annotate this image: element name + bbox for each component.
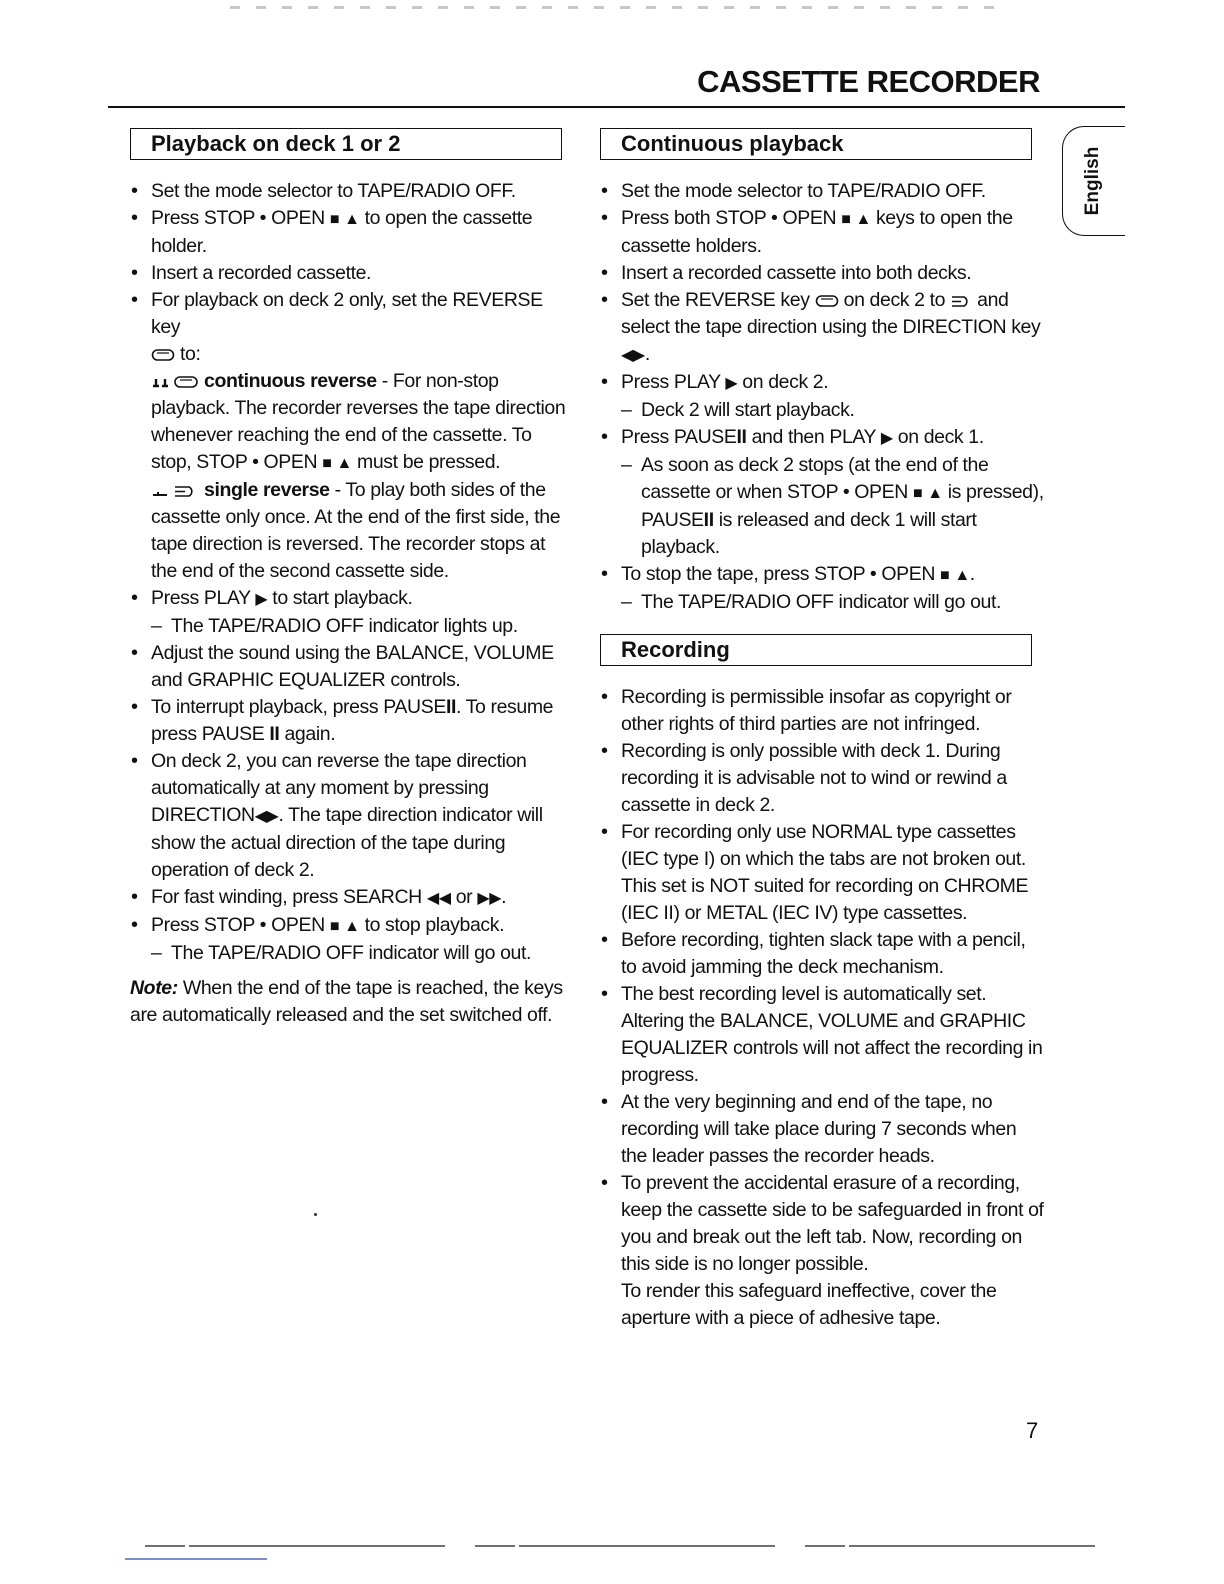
list-item: • Recording is permissible insofar as copyright or other rights of third parties are not infringed. bbox=[600, 684, 1045, 738]
note-paragraph: Note: When the end of the tape is reached, the keys are automatically released and the set switched off. bbox=[130, 977, 563, 1026]
eject-icon: ▲ bbox=[344, 918, 360, 935]
section-heading-recording: Recording bbox=[600, 634, 1032, 666]
single-reverse-icon bbox=[950, 294, 972, 308]
eject-icon: ▲ bbox=[927, 485, 943, 502]
list-item: • To stop the tape, press STOP • OPEN ■ ▲. – The TAPE/RADIO OFF indicator will go out. bbox=[600, 561, 1045, 616]
list-item: continuous reverse - For non-stop playback. The recorder reverses the tape direction whenever reaching the end of the cassette. To stop, STOP • OPEN ■ ▲ must be pressed. bbox=[151, 370, 566, 473]
reverse-key-icon bbox=[151, 348, 175, 362]
list-item: • Press STOP • OPEN ■ ▲ to stop playback. – The TAPE/RADIO OFF indicator will go out. bbox=[130, 912, 570, 967]
list-item: • For fast winding, press SEARCH ◀◀ or ▶▶. bbox=[130, 884, 570, 912]
single-reverse-icon bbox=[151, 484, 199, 498]
playback-list bbox=[130, 178, 570, 967]
list-item: single reverse - To play both sides of the cassette only once. At the end of the first side, the tape direction is reversed. The recorder stops at the end of the second cassette side. bbox=[151, 479, 561, 582]
eject-icon: ▲ bbox=[855, 211, 871, 228]
list-item: • Insert a recorded cassette into both decks. bbox=[600, 260, 1045, 287]
stop-icon: ■ bbox=[841, 211, 851, 228]
list-item: • Set the REVERSE key on deck 2 to and select the tape direction using the DIRECTION key ◀▶. bbox=[600, 287, 1045, 369]
pause-icon: II bbox=[445, 696, 456, 718]
list-item: • On deck 2, you can reverse the tape direction automatically at any moment by pressing DIRECTION◀▶. The tape direction indicator will show the actual direction of the tape during operation of deck 2. bbox=[130, 748, 570, 884]
direction-icon: ◀▶ bbox=[621, 347, 645, 364]
scan-artifact-bottom-blue bbox=[125, 1558, 267, 1560]
list-item: • The best recording level is automatically set. Altering the BALANCE, VOLUME and GRAPHIC EQUALIZER controls will not affect the recording in progress. bbox=[600, 981, 1045, 1089]
right-column bbox=[600, 128, 1045, 1332]
list-item: • Press PAUSEII and then PLAY ▶ on deck 1. – As soon as deck 2 stops (at the end of the cassette or when STOP • OPEN ■ ▲ is pressed), PAUSEII is released and deck 1 will start playback. bbox=[600, 424, 1045, 561]
list-item: • Adjust the sound using the BALANCE, VOLUME and GRAPHIC EQUALIZER controls. bbox=[130, 640, 570, 694]
reverse-key-icon bbox=[815, 294, 839, 308]
stop-icon: ■ bbox=[329, 918, 340, 935]
eject-icon: ▲ bbox=[344, 211, 360, 228]
pause-icon: II bbox=[736, 426, 747, 448]
page-title: CASSETTE RECORDER bbox=[697, 64, 1040, 99]
language-tab-label: English bbox=[1082, 146, 1103, 216]
list-item: • To interrupt playback, press PAUSEII. To resume press PAUSE II again. bbox=[130, 694, 570, 748]
play-icon: ▶ bbox=[255, 591, 268, 608]
list-item: • Set the mode selector to TAPE/RADIO OFF. bbox=[600, 178, 1045, 205]
sub-item: – Deck 2 will start playback. bbox=[621, 399, 855, 421]
stop-icon: ■ bbox=[329, 211, 340, 228]
section-heading-playback: Playback on deck 1 or 2 bbox=[130, 128, 562, 160]
sub-item: – As soon as deck 2 stops (at the end of the cassette or when STOP • OPEN ■ ▲ is pressed), PAUSEII is released and deck 1 will start playback. bbox=[621, 454, 1044, 558]
pause-icon: II bbox=[703, 509, 714, 531]
sub-item: – The TAPE/RADIO OFF indicator will go out. bbox=[151, 942, 532, 964]
scan-artifact-top bbox=[230, 6, 1010, 9]
fast-forward-icon: ▶▶ bbox=[477, 890, 502, 907]
direction-icon: ◀▶ bbox=[254, 808, 279, 825]
title-rule bbox=[108, 106, 1125, 108]
continuous-list bbox=[600, 178, 1045, 616]
list-item: • Press both STOP • OPEN ■ ▲ keys to open the cassette holders. bbox=[600, 205, 1045, 260]
section-heading-continuous: Continuous playback bbox=[600, 128, 1032, 160]
page-number: 7 bbox=[1026, 1418, 1039, 1443]
rewind-icon: ◀◀ bbox=[426, 890, 451, 907]
sub-item: – The TAPE/RADIO OFF indicator lights up. bbox=[151, 615, 518, 637]
stop-icon: ■ bbox=[322, 455, 332, 472]
sub-item: – The TAPE/RADIO OFF indicator will go out. bbox=[621, 591, 1002, 613]
stop-icon: ■ bbox=[912, 485, 923, 502]
pause-icon: II bbox=[269, 723, 280, 745]
list-item: • At the very beginning and end of the tape, no recording will take place during 7 seconds when the leader passes the recorder heads. bbox=[600, 1089, 1045, 1170]
eject-icon: ▲ bbox=[336, 455, 352, 472]
list-item: • Press PLAY ▶ to start playback. – The TAPE/RADIO OFF indicator lights up. bbox=[130, 585, 570, 640]
mode-label-continuous: continuous reverse bbox=[204, 370, 377, 392]
list-item: • For playback on deck 2 only, set the REVERSE key to: bbox=[130, 287, 570, 368]
stop-icon: ■ bbox=[940, 567, 950, 584]
left-column bbox=[130, 128, 570, 1029]
play-icon: ▶ bbox=[725, 375, 738, 392]
list-item: • Press PLAY ▶ on deck 2. – Deck 2 will start playback. bbox=[600, 369, 1045, 424]
list-item: • Insert a recorded cassette. bbox=[130, 260, 570, 287]
scan-speck bbox=[314, 1213, 317, 1216]
scan-artifact-bottom bbox=[145, 1545, 1095, 1547]
list-item: • Press STOP • OPEN ■ ▲ to open the cassette holder. bbox=[130, 205, 570, 260]
note-label: Note: bbox=[130, 977, 178, 999]
play-icon: ▶ bbox=[880, 430, 893, 447]
continuous-reverse-icon bbox=[151, 375, 199, 389]
mode-label-single: single reverse bbox=[204, 479, 330, 501]
list-item: • For recording only use NORMAL type cassettes (IEC type I) on which the tabs are not broken out. This set is NOT suited for recording on CHROME (IEC II) or METAL (IEC IV) type cassettes. bbox=[600, 819, 1045, 927]
eject-icon: ▲ bbox=[954, 567, 970, 584]
list-item: • Before recording, tighten slack tape with a pencil, to avoid jamming the deck mechanism. bbox=[600, 927, 1045, 981]
recording-list bbox=[600, 684, 1045, 1332]
list-item: • Set the mode selector to TAPE/RADIO OFF. bbox=[130, 178, 570, 205]
list-item: • To prevent the accidental erasure of a recording, keep the cassette side to be safeguarded in front of you and break out the left tab. Now, recording on this side is no longer possible. To render this safeguard ineffective, cover the aperture with a piece of adhesive tape. bbox=[600, 1170, 1045, 1332]
list-item: • Recording is only possible with deck 1. During recording it is advisable not to wind or rewind a cassette in deck 2. bbox=[600, 738, 1045, 819]
